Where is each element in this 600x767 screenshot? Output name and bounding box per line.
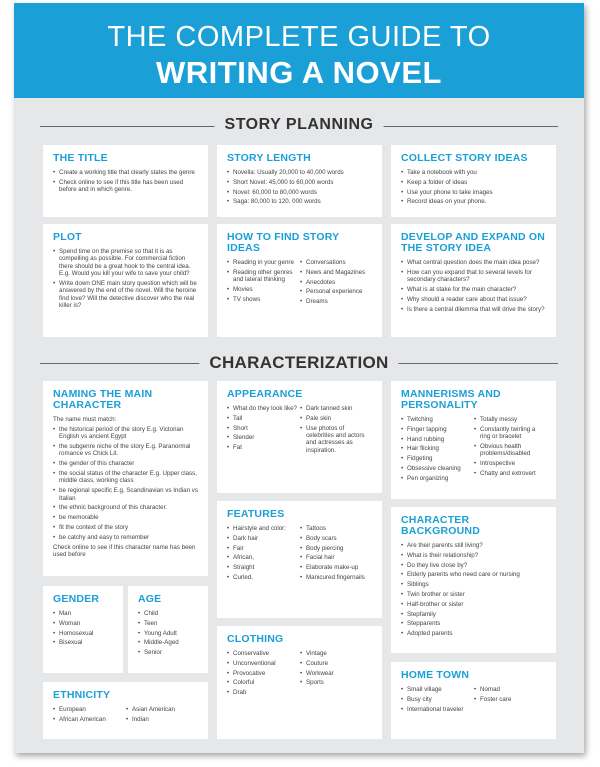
list-item: • Half-brother or sister — [401, 601, 547, 608]
list-item: • Senior — [138, 649, 199, 656]
section-header-characterization — [40, 353, 558, 373]
card-story-length — [217, 145, 382, 217]
card-heading: COLLECT STORY IDEAS — [401, 152, 528, 164]
list-item: • Foster care — [474, 696, 547, 703]
card-list — [401, 542, 547, 638]
list-item: • Stepparents — [401, 620, 547, 627]
card-list-right — [474, 686, 547, 715]
poster — [14, 3, 584, 753]
list-item: • Elaborate make-up — [300, 564, 373, 571]
list-item: • the subgenre niche of the story E.g. Paranormal romance vs Chick Lit. — [53, 443, 199, 458]
list-item: • Bisexual — [53, 639, 114, 646]
list-item: • the social status of the character E.g. Upper class, middle class, working class — [53, 470, 199, 485]
card-intro: The name must match: — [53, 416, 117, 423]
list-item: • the ethnic background of this character. — [53, 504, 199, 511]
list-item: • Unconventional — [227, 660, 300, 667]
section-title: STORY PLANNING — [215, 116, 384, 134]
title-line-1: THE COMPLETE GUIDE TO — [107, 21, 491, 53]
card-list — [53, 248, 199, 310]
card-ethnicity — [43, 682, 208, 739]
list-item: • Slender — [227, 434, 300, 441]
card-heading: CLOTHING — [227, 633, 284, 645]
list-item: • Check online to see if this title has been used before and in which genre. — [53, 179, 199, 194]
list-item: • Body scars — [300, 535, 373, 542]
list-item: • Body piercing — [300, 545, 373, 552]
list-item: • Saga: 80,000 to 120, 000 words — [227, 198, 373, 205]
list-item: • Movies — [227, 286, 300, 293]
list-item: • Elderly parents who need care or nursing — [401, 571, 547, 578]
list-item: • Record ideas on your phone. — [401, 198, 547, 205]
card-plot — [43, 224, 208, 337]
card-heading: NAMING THE MAIN CHARACTER — [53, 388, 153, 411]
list-item: • Novel: 60,000 to 80,000 words — [227, 189, 373, 196]
list-item: • Middle-Aged — [138, 639, 199, 646]
list-item: • Provocative — [227, 670, 300, 677]
list-item: • Do they live close by? — [401, 562, 547, 569]
card-list-left — [227, 259, 300, 308]
card-how-to-find-story-ideas — [217, 224, 382, 337]
list-item: • Woman — [53, 620, 114, 627]
title-line-2: WRITING A NOVEL — [156, 55, 442, 90]
card-age — [128, 586, 208, 673]
list-item: • Curled, — [227, 574, 300, 581]
card-list — [53, 169, 199, 194]
card-heading: AGE — [138, 593, 162, 605]
card-heading: STORY LENGTH — [227, 152, 311, 164]
header-banner — [14, 3, 584, 98]
list-item: • Create a working title that clearly states the genre — [53, 169, 199, 176]
card-collect-story-ideas — [391, 145, 556, 217]
card-list-left — [227, 405, 300, 457]
list-item: • Take a notebook with you — [401, 169, 547, 176]
list-item: • Young Adult — [138, 630, 199, 637]
section-title: CHARACTERIZATION — [199, 353, 398, 373]
list-item: • Finger tapping — [401, 426, 474, 433]
card-list-left — [53, 706, 126, 726]
list-item: • Facial hair — [300, 554, 373, 561]
card-heading: GENDER — [53, 593, 100, 605]
list-item: • Man — [53, 610, 114, 617]
card-columns — [53, 706, 199, 726]
card-appearance — [217, 381, 382, 493]
list-item: • What is their relationship? — [401, 552, 547, 559]
list-item: • Why should a reader care about that issue? — [401, 296, 547, 303]
list-item: • Are their parents still living? — [401, 542, 547, 549]
list-item: • Dark hair — [227, 535, 300, 542]
list-item: • Keep a folder of ideas — [401, 179, 547, 186]
list-item: • Tattoos — [300, 525, 373, 532]
list-item: • Short — [227, 425, 300, 432]
list-item: • African American — [53, 716, 126, 723]
card-outro: Check online to see if this character name has been used before — [53, 543, 196, 558]
list-item: • Teen — [138, 620, 199, 627]
list-item: • the gender of this character — [53, 460, 199, 467]
list-item: • Pale skin — [300, 415, 373, 422]
card-features — [217, 501, 382, 618]
list-item: • International traveler — [401, 706, 474, 713]
card-heading: ETHNICITY — [53, 689, 111, 701]
card-home-town — [391, 662, 556, 739]
list-item: • Write down ONE main story question which will be answered by the end of the novel. Will the heroine find love? Will the detective discover who the real killer is? — [53, 280, 199, 310]
card-list-left — [401, 416, 474, 485]
list-item: • TV shows — [227, 296, 300, 303]
list-item: • Dreams — [300, 298, 373, 305]
list-item: • Novella: Usually 20,000 to 40,000 words — [227, 169, 373, 176]
list-item: • News and Magazines — [300, 269, 373, 276]
list-item: • Siblings — [401, 581, 547, 588]
card-list-right — [300, 259, 373, 308]
list-item: • Child — [138, 610, 199, 617]
card-columns — [401, 416, 547, 485]
section-header-story-planning — [40, 116, 558, 136]
list-item: • Constantly twirling a ring or bracelet — [474, 426, 547, 441]
list-item: • African, — [227, 554, 300, 561]
card-list-right — [126, 706, 199, 726]
card-columns — [401, 686, 547, 715]
list-item: • Fair — [227, 545, 300, 552]
list-item: • Tall — [227, 415, 300, 422]
card-heading: HOME TOWN — [401, 669, 470, 681]
list-item: • Sports — [300, 679, 373, 686]
list-item: • Homosexual — [53, 630, 114, 637]
card-gender — [43, 586, 123, 673]
list-item: • Small village — [401, 686, 474, 693]
list-item: • What central question does the main idea pose? — [401, 259, 547, 266]
list-item: • Conservative — [227, 650, 300, 657]
list-item: • Busy city — [401, 696, 474, 703]
card-clothing — [217, 626, 382, 739]
card-columns — [227, 405, 373, 457]
list-item: • Spend time on the premise so that it is as compelling as possible. For commercial fiction there should be a great hook to the central idea. E.g. Would you kill your wife to save your child? — [53, 248, 199, 278]
list-item: • Use photos of celebrities and actors and actresses as inspiration. — [300, 425, 373, 455]
list-item: • Colorful — [227, 679, 300, 686]
card-list-right — [300, 650, 373, 699]
list-item: • What is at stake for the main character? — [401, 286, 547, 293]
card-list — [401, 259, 547, 313]
card-list-left — [401, 686, 474, 715]
card-the-title — [43, 145, 208, 217]
card-list — [53, 426, 199, 541]
card-list — [53, 610, 114, 647]
list-item: • Hairstyle and color: — [227, 525, 300, 532]
card-heading: MANNERISMS AND PERSONALITY — [401, 388, 501, 411]
card-mannerisms-personality — [391, 381, 556, 499]
list-item: • Nomad — [474, 686, 547, 693]
list-item: • How can you expand that to several levels for secondary characters? — [401, 269, 547, 284]
list-item: • Adopted parents — [401, 630, 547, 637]
list-item: • Conversations — [300, 259, 373, 266]
card-heading: CHARACTER BACKGROUND — [401, 514, 480, 537]
list-item: • Obsessive cleaning — [401, 465, 474, 472]
list-item: • Fidgeting — [401, 455, 474, 462]
card-heading: DEVELOP AND EXPAND ON THE STORY IDEA — [401, 231, 546, 254]
card-heading: APPEARANCE — [227, 388, 303, 400]
list-item: • Introspective — [474, 460, 547, 467]
list-item: • Reading other genres and lateral thinking — [227, 269, 300, 284]
card-develop-story-idea — [391, 224, 556, 337]
list-item: • Straight — [227, 564, 300, 571]
list-item: • Use your phone to take images — [401, 189, 547, 196]
list-item: • Totally messy — [474, 416, 547, 423]
list-item: • Drab — [227, 689, 300, 696]
card-columns — [227, 525, 373, 584]
list-item: • the historical period of the story E.g. Victorian English vs ancient Egypt — [53, 426, 199, 441]
list-item: • fit the context of the story — [53, 524, 199, 531]
card-list-right — [300, 525, 373, 584]
list-item: • be regional specific E.g. Scandinavian vs Indian vs Italian — [53, 487, 199, 502]
list-item: • Twitching — [401, 416, 474, 423]
list-item: • Asian American — [126, 706, 199, 713]
list-item: • Vintage — [300, 650, 373, 657]
list-item: • be memorable — [53, 514, 199, 521]
card-character-background — [391, 507, 556, 653]
card-list — [138, 610, 199, 657]
card-heading: HOW TO FIND STORY IDEAS — [227, 231, 340, 254]
list-item: • Chatty and extrovert — [474, 470, 547, 477]
list-item: • Manicured fingernails — [300, 574, 373, 581]
list-item: • European — [53, 706, 126, 713]
card-list — [227, 169, 373, 206]
card-list-right — [300, 405, 373, 457]
list-item: • Obvious health problems/disabled — [474, 443, 547, 458]
list-item: • be catchy and easy to remember — [53, 534, 199, 541]
list-item: • Fat — [227, 444, 300, 451]
card-heading: FEATURES — [227, 508, 285, 520]
list-item: • What do they look like? — [227, 405, 300, 412]
card-list-left — [227, 650, 300, 699]
card-list-left — [227, 525, 300, 584]
card-columns — [227, 650, 373, 699]
card-list-right — [474, 416, 547, 485]
list-item: • Is there a central dilemma that will drive the story? — [401, 306, 547, 313]
list-item: • Anecdotes — [300, 279, 373, 286]
list-item: • Reading in your genre — [227, 259, 300, 266]
list-item: • Pen organizing — [401, 475, 474, 482]
card-list — [401, 169, 547, 206]
list-item: • Indian — [126, 716, 199, 723]
list-item: • Dark tanned skin — [300, 405, 373, 412]
list-item: • Hair flicking — [401, 445, 474, 452]
card-columns — [227, 259, 373, 308]
card-naming-main-character — [43, 381, 208, 576]
card-heading: THE TITLE — [53, 152, 108, 164]
list-item: • Personal experience — [300, 288, 373, 295]
list-item: • Short Novel: 45,000 to 60,000 words — [227, 179, 373, 186]
list-item: • Workwear — [300, 670, 373, 677]
list-item: • Hand rubbing — [401, 436, 474, 443]
list-item: • Stepfamily — [401, 611, 547, 618]
list-item: • Couture — [300, 660, 373, 667]
card-heading: PLOT — [53, 231, 82, 243]
list-item: • Twin brother or sister — [401, 591, 547, 598]
